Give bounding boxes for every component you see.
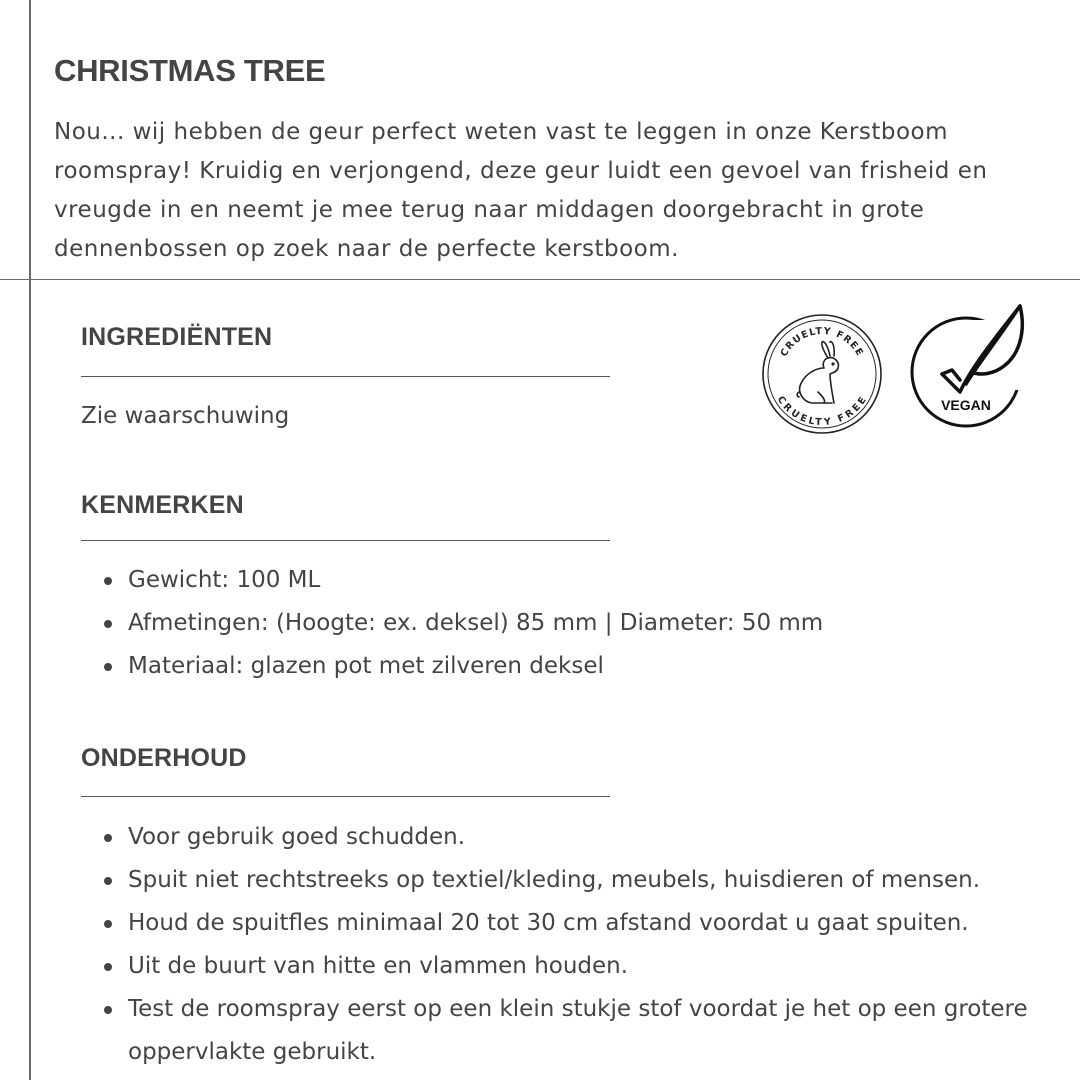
features-divider <box>81 540 610 541</box>
ingredients-heading: INGREDIËNTEN <box>81 323 273 351</box>
care-heading: ONDERHOUD <box>81 744 247 772</box>
product-description: Nou... wij hebben de geur perfect weten vast te leggen in onze Kerstboom roomspray! Kruidig en verjongend, deze geur luidt een gevoel van frisheid en vreugde in en neemt je mee terug naar middagen doorgebracht in grote dennenbossen op zoek naar de perfecte kerstboom. <box>54 119 988 262</box>
vegan-badge <box>908 300 1032 434</box>
list-item: Uit de buurt van hitte en vlammen houden. <box>96 945 1080 988</box>
horizontal-divider <box>0 279 1080 280</box>
list-item: Test de roomspray eerst op een klein stukje stof voordat je het op een grotere oppervlakte gebruikt. <box>96 988 1080 1074</box>
list-item: Gewicht: 100 ML <box>96 559 823 602</box>
vertical-divider <box>29 0 31 1080</box>
list-item: Spuit niet rechtstreeks op textiel/kleding, meubels, huisdieren of mensen. <box>96 859 1080 902</box>
list-item: Voor gebruik goed schudden. <box>96 816 1080 859</box>
list-item: Materiaal: glazen pot met zilveren deksel <box>96 645 823 688</box>
page-title: CHRISTMAS TREE <box>54 53 326 88</box>
rabbit-icon <box>797 342 838 403</box>
features-heading: KENMERKEN <box>81 491 244 519</box>
ingredients-divider <box>81 376 610 377</box>
cruelty-free-badge <box>760 312 884 436</box>
vegan-label: VEGAN <box>941 397 991 413</box>
ingredients-text: Zie waarschuwing <box>81 403 290 429</box>
features-list <box>96 559 823 688</box>
care-divider <box>81 796 610 797</box>
care-list <box>96 816 1080 1074</box>
badge-text-top: CRUELTY FREE <box>778 325 866 359</box>
list-item: Afmetingen: (Hoogte: ex. deksel) 85 mm | Diameter: 50 mm <box>96 602 823 645</box>
badge-text-bottom: CRUELTY FREE <box>774 394 870 429</box>
list-item: Houd de spuitfles minimaal 20 tot 30 cm afstand voordat u gaat spuiten. <box>96 902 1080 945</box>
